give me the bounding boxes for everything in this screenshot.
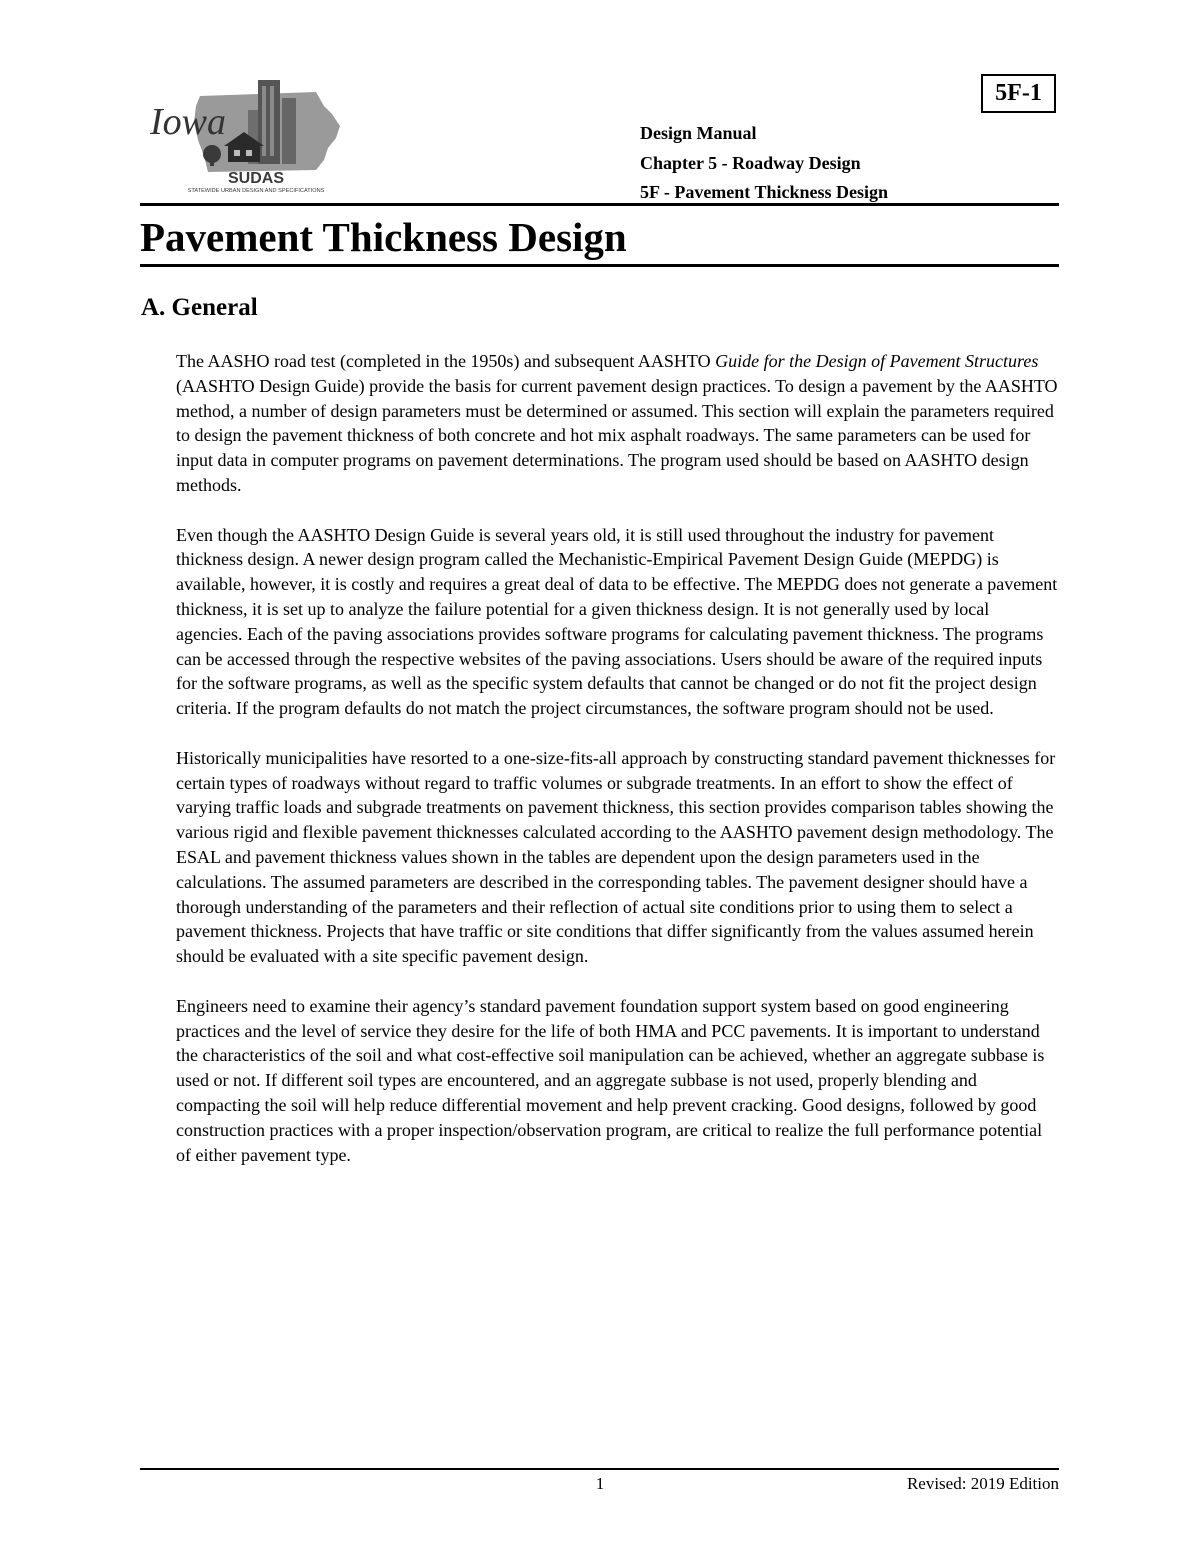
paragraph-2: Even though the AASHTO Design Guide is several years old, it is still used throughout the industry for pavement thickness design. A newer design program called the Mechanistic-Empirical Pavement Design Guide (MEPDG) is available, however, it is costly and requires a great deal of data to be effective. The MEPDG does not generate a pavement thickness, it is set up to analyze the failure potential for a given thickness design. It is not generally used by local agencies. Each of the paving associations provides software programs for calculating pavement thickness. The programs can be accessed through the respective websites of the paving associations. Users should be aware of the required inputs for the software programs, as well as the specific system defaults that cannot be changed or do not fit the project design criteria. If the program defaults do not match the project circumstances, the software program should not be used. [176,524,1058,719]
header-manual: Design Manual [640,123,757,143]
header-section: 5F - Pavement Thickness Design [640,182,889,202]
page-number: 1 [595,1474,605,1493]
page-title: Pavement Thickness Design [140,214,627,260]
header-chapter: Chapter 5 - Roadway Design [640,152,861,173]
page-badge: 5F-1 [981,74,1056,113]
revision-note: Revised: 2019 Edition [906,1474,1059,1493]
paragraph-1-before: The AASHO road test (completed in the 1950s) and subsequent AASHTO [176,351,716,371]
logo-tagline: STATEWIDE URBAN DESIGN AND SPECIFICATIONS [187,188,325,194]
logo-script-text: Iowa [150,101,226,143]
footer-rule [140,1468,1059,1470]
document-header [640,119,888,208]
paragraph-3: Historically municipalities have resorted to a one-size-fits-all approach by constructing standard pavement thicknesses for certain types of roadways without regard to traffic volumes or subgrade treatments. In an effort to show the effect of varying traffic loads and subgrade treatments on pavement thickness, this section provides comparison tables showing the various rigid and flexible pavement thicknesses calculated according to the AASHTO pavement design methodology. The ESAL and pavement thickness values shown in the tables are dependent upon the design parameters used in the calculations. The assumed parameters are described in the corresponding tables. The pavement designer should have a thorough understanding of the parameters and their reflection of actual site conditions prior to using them to select a pavement thickness. Projects that have traffic or site conditions that differ significantly from the values assumed herein should be evaluated with a site specific pavement design. [176,747,1056,967]
paragraph-1 [176,349,1060,498]
iowa-sudas-logo [148,76,358,196]
paragraph-1-after: (AASHTO Design Guide) provide the basis for current pavement design practices. To design a pavement by the AASHTO method, a number of design parameters must be determined or assumed. This section will explain the parameters required to design the pavement thickness of both concrete and hot mix asphalt roadways. The same parameters can be used for input data in computer programs on pavement determinations. The program used should be based on AASHTO design methods. [176,375,1058,495]
header-rule [140,203,1059,206]
title-rule [140,264,1059,267]
paragraph-1-guide-title: Guide for the Design of Pavement Structures [715,351,1039,371]
section-heading: A. General [141,294,258,321]
section-body [176,349,1060,1192]
iowa-sudas-logo-graphic [148,76,358,196]
logo-name: SUDAS [227,170,285,187]
paragraph-4: Engineers need to examine their agency’s standard pavement foundation support system based on good engineering practices and the level of service they desire for the life of both HMA and PCC pavements. It is important to understand the characteristics of the soil and what cost-effective soil manipulation can be achieved, whether an aggregate subbase is used or not. If different soil types are encountered, and an aggregate subbase is not used, properly blending and compacting the soil will help reduce differential movement and help prevent cracking. Good designs, followed by good construction practices with a proper inspection/observation program, are critical to realize the full performance potential of either pavement type. [176,995,1045,1165]
